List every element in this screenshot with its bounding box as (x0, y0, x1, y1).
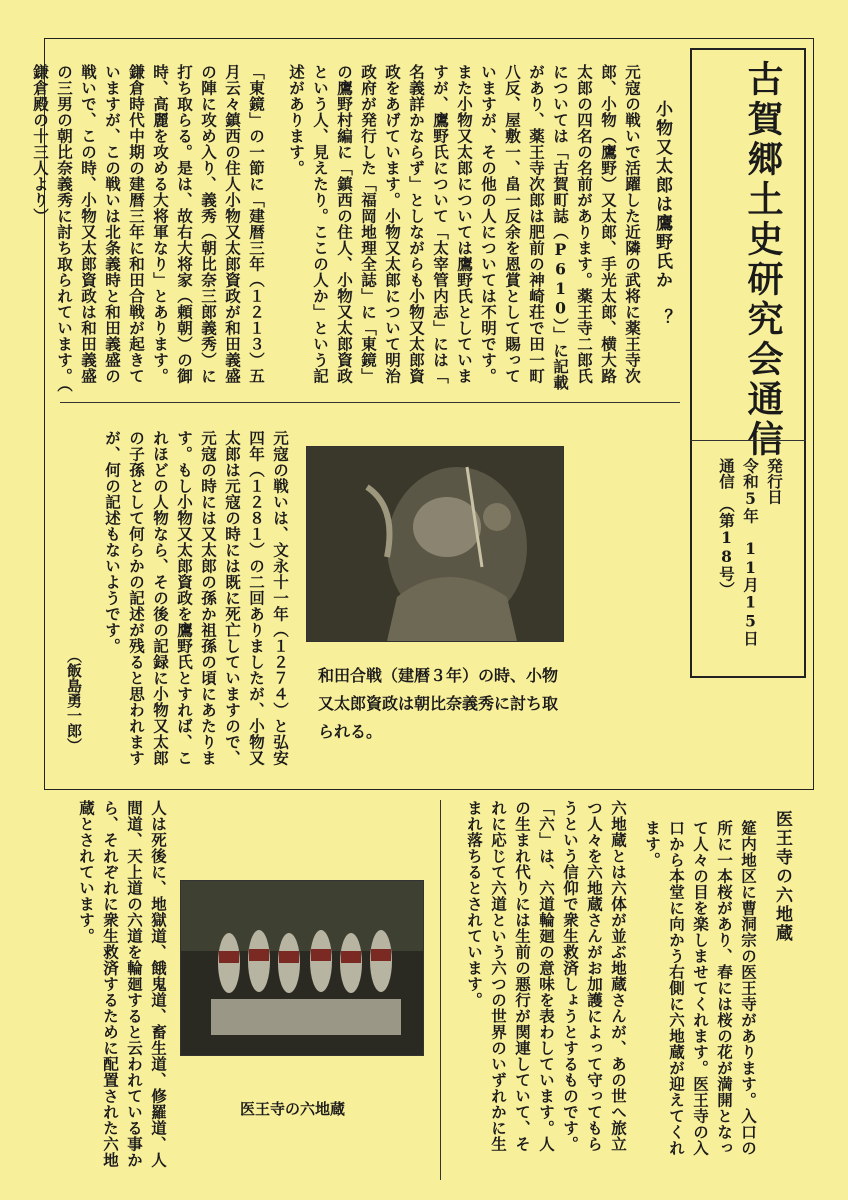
article2-heading: 医王寺の六地蔵 (772, 810, 792, 943)
section-divider (60, 402, 680, 403)
wada-battle-photo (306, 446, 564, 642)
wada-battle-illustration (307, 447, 563, 641)
article2-divider (440, 800, 441, 1180)
article1-author: （飯島勇一郎） (65, 648, 83, 753)
article1-body-final: 元寇の戦いは、文永十一年（１２７４）と弘安四年（１２８１）の二回ありましたが、小物又太郎は元寇の時には既に死亡していますので、元寇の時には又太郎の孫か祖孫の頃にあたります。もし小物又太郎資政を鷹野氏とすれば、これほどの人物なら、その後の記録に小物又太郎の子孫として何らかの記述が残ると思われますが、何の記述もないようです。 (103, 430, 290, 766)
six-jizo-illustration (181, 881, 423, 1055)
wada-photo-caption: 和田合戦（建暦３年）の時、小物又太郎資政は朝比奈義秀に討ち取られる。 (318, 666, 559, 741)
article2-body: 六地蔵とは六体が並ぶ地蔵さんが、あの世へ旅立つ人々を六地蔵さんがお加護によって守ってもらうという信仰で衆生救済しょうとするものです。「六」は、六道輪廻の意味を表わしています。人の生まれ代りには生前の悪行が関連していて、それに応じて六道という六つの世界のいずれかに生まれ落ちるとされています。 (465, 800, 628, 1152)
article1-heading: 小物又太郎は鷹野氏か ？ (652, 100, 672, 328)
jizo-photo (180, 880, 424, 1056)
article1-body-continued: 「東鏡」の一節に「建暦三年（１２１３）五月云々鎮西の住人小物又太郎資政が和田義盛の陣に攻め入り、義秀（朝比奈三郎義秀）に打ち取らる。是は、故右大将家（頼朝）の御時、高麗を攻める大将軍なり」とあります。鎌倉時代中期の建暦三年に和田合戦が起きていますが、この戦いは北条義時と和田義盛の戦いで、この時、小物又太郎資政は和田義盛の三男の朝比奈義秀に討ち取られています。（鎌倉殿の十三人より） (31, 64, 266, 393)
issue-date: 令和5年 11月15日 (741, 458, 760, 646)
article2-body-final: 人は死後に、地獄道、餓鬼道、畜生道、修羅道、人間道、天上道の六道を輪廻すると云われている事から、それぞれに衆生救済するために配置された六地蔵とされています。 (77, 800, 168, 1168)
issue-number: 通信 （第18号） (717, 458, 736, 597)
article1-body: 元寇の戦いで活躍した近隣の武将に薬王寺次郎、小物（鷹野）又太郎、手光太郎、横大路太郎の四名の名前があります。薬王寺二郎氏については「古賀町誌（P610）」に記載があり、薬王寺次郎は肥前の神崎荘で田一町八反、屋敷一、畠一反余を恩賞として賜っていますが、その他の人については不明です。また小物又太郎については鷹野氏としていますが、鷹野氏について「太宰管内志」には「名義詳かならず」としながらも小物又太郎資政をあげています。小物又太郎について明治政府が発行した「福岡地理全誌」に「東鏡」の鷹野村編に「鎮西の住人、小物又太郎資政という人、見えたり。ここの人か」という記述があります。 (287, 64, 642, 391)
title-divider (690, 440, 806, 441)
newsletter-title: 古賀郷土史研究会通信 (742, 60, 783, 460)
jizo-photo-caption: 医王寺の六地蔵 (240, 1100, 346, 1118)
article1-side-note (590, 420, 660, 770)
issue-date-label: 発行日 (765, 458, 784, 505)
article2-intro: 筵内地区に曹洞宗の医王寺があります。入口の所に一本桜があり、春には桜の花が満開となって人々の目を楽しませてくれます。医王寺の入口から本堂に向かう右側に六地蔵が迎えてくれます。 (643, 820, 758, 1156)
